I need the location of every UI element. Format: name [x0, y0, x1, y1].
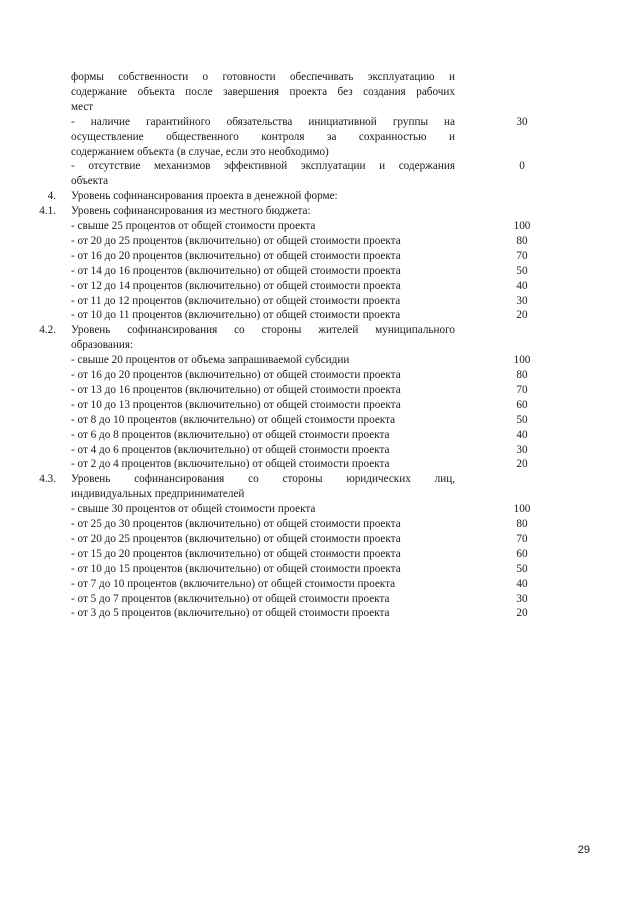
- score-value: 50: [516, 413, 528, 426]
- criterion-text: - свыше 20 процентов от объема запрашиваемой субсидии: [71, 354, 350, 367]
- page-number: 29: [577, 844, 590, 856]
- score-value: 80: [516, 234, 528, 247]
- score-value: 50: [516, 264, 528, 277]
- item-number: 4.3.: [39, 473, 56, 486]
- criterion-text: Уровень софинансирования со стороны жителей муниципального: [71, 324, 455, 337]
- score-value: 60: [516, 398, 528, 411]
- score-value: 20: [516, 458, 528, 471]
- criterion-text: - от 15 до 20 процентов (включительно) от общей стоимости проекта: [71, 547, 401, 560]
- criterion-text: - свыше 25 процентов от общей стоимости проекта: [71, 220, 316, 232]
- criterion-text: - от 10 до 11 процентов (включительно) от общей стоимости проекта: [71, 309, 401, 322]
- score-value: 20: [516, 607, 528, 620]
- score-value: 0: [519, 160, 525, 173]
- criterion-text: - от 20 до 25 процентов (включительно) от общей стоимости проекта: [71, 532, 401, 545]
- criterion-text: - от 10 до 13 процентов (включительно) от общей стоимости проекта: [71, 398, 401, 411]
- criterion-text: - от 8 до 10 процентов (включительно) от общей стоимости проекта: [71, 413, 396, 426]
- score-value: 100: [513, 503, 531, 516]
- criterion-text: - от 11 до 12 процентов (включительно) от общей стоимости проекта: [71, 294, 401, 307]
- score-value: 30: [516, 294, 528, 307]
- criterion-text: - от 25 до 30 процентов (включительно) от общей стоимости проекта: [71, 518, 401, 530]
- item-number: 4.: [47, 190, 56, 203]
- score-value: 20: [516, 309, 528, 322]
- criterion-text: - от 10 до 15 процентов (включительно) от общей стоимости проекта: [71, 562, 401, 575]
- criterion-text: - от 13 до 16 процентов (включительно) от общей стоимости проекта: [71, 383, 401, 396]
- criterion-text: - от 20 до 25 процентов (включительно) от общей стоимости проекта: [71, 234, 401, 247]
- criterion-text: - от 5 до 7 процентов (включительно) от общей стоимости проекта: [71, 592, 390, 605]
- criterion-text: содержанием объекта (в случае, если это необходимо): [71, 145, 329, 158]
- criterion-text: содержание объекта после завершения проекта без создания рабочих: [71, 85, 455, 98]
- criterion-text: - от 7 до 10 процентов (включительно) от общей стоимости проекта: [71, 577, 396, 590]
- score-value: 30: [516, 443, 528, 456]
- criterion-text: - от 3 до 5 процентов (включительно) от общей стоимости проекта: [71, 607, 390, 620]
- score-value: 40: [516, 428, 528, 441]
- criterion-text: - от 2 до 4 процентов (включительно) от общей стоимости проекта: [71, 458, 390, 471]
- criterion-text: - наличие гарантийного обязательства инициативной группы на: [71, 115, 455, 128]
- score-value: 70: [516, 532, 528, 545]
- score-value: 70: [516, 383, 528, 396]
- score-value: 100: [513, 354, 531, 367]
- score-value: 80: [516, 369, 528, 381]
- criterion-text: - от 12 до 14 процентов (включительно) от общей стоимости проекта: [71, 279, 401, 292]
- criterion-text: Уровень софинансирования из местного бюджета:: [71, 205, 311, 218]
- score-value: 60: [516, 547, 528, 560]
- criterion-text: Уровень софинансирования со стороны юридических лиц,: [71, 473, 455, 486]
- criterion-text: индивидуальных предпринимателей: [71, 488, 245, 501]
- criterion-text: образования:: [71, 339, 134, 352]
- score-value: 30: [516, 115, 528, 128]
- item-number: 4.2.: [39, 324, 56, 337]
- criterion-text: осуществление общественного контроля за сохранностью и: [71, 130, 455, 143]
- criterion-text: - от 14 до 16 процентов (включительно) от общей стоимости проекта: [71, 264, 401, 277]
- criterion-text: формы собственности о готовности обеспечивать эксплуатацию и: [71, 71, 455, 83]
- item-number: 4.1.: [39, 205, 56, 218]
- score-value: 100: [513, 220, 531, 232]
- criterion-text: - от 16 до 20 процентов (включительно) от общей стоимости проекта: [71, 369, 401, 381]
- criterion-text: - отсутствие механизмов эффективной эксплуатации и содержания: [71, 160, 455, 173]
- score-value: 40: [516, 577, 528, 590]
- criterion-text: - от 16 до 20 процентов (включительно) от общей стоимости проекта: [71, 249, 401, 262]
- criterion-text: - от 4 до 6 процентов (включительно) от общей стоимости проекта: [71, 443, 390, 456]
- criterion-text: Уровень софинансирования проекта в денежной форме:: [71, 190, 338, 203]
- score-value: 80: [516, 518, 528, 530]
- criterion-text: - свыше 30 процентов от общей стоимости проекта: [71, 503, 316, 516]
- criterion-text: мест: [71, 100, 94, 113]
- criterion-text: - от 6 до 8 процентов (включительно) от общей стоимости проекта: [71, 428, 390, 441]
- score-value: 70: [516, 249, 528, 262]
- criterion-text: объекта: [71, 175, 109, 188]
- score-value: 40: [516, 279, 528, 292]
- score-value: 30: [516, 592, 528, 605]
- score-value: 50: [516, 562, 528, 575]
